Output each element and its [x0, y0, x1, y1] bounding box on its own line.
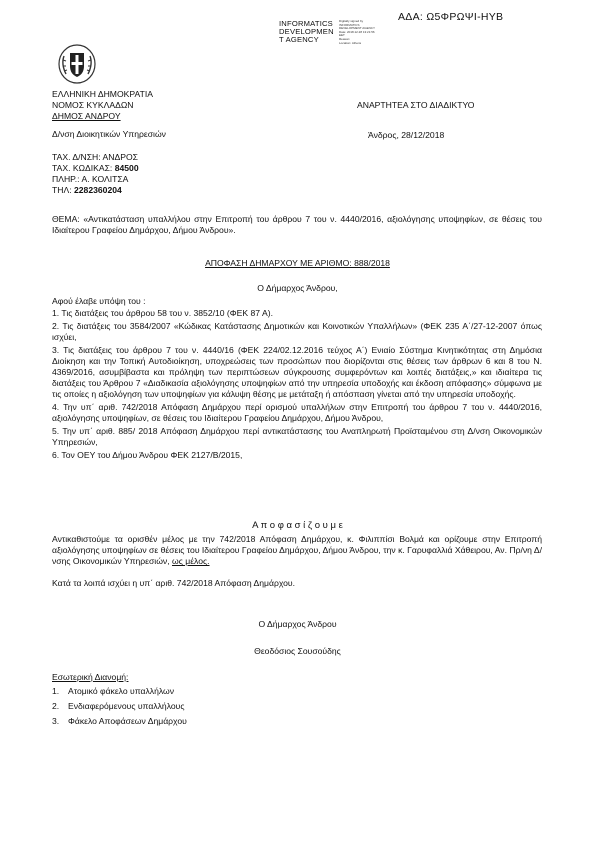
distribution-list — [52, 686, 187, 727]
decision-rest: Κατά τα λοιπά ισχύει η υπ΄ αριθ. 742/2018 Απόφαση Δημάρχου. — [52, 578, 295, 588]
list-item: 1. Τις διατάξεις του άρθρου 58 του ν. 3852/10 (ΦΕΚ 87 Α). — [52, 308, 273, 318]
header-line-republic: ΕΛΛΗΝΙΚΗ ΔΗΜΟΚΡΑΤΙΑ — [52, 89, 153, 99]
signature-title: Ο Δήμαρχος Άνδρου — [258, 619, 337, 629]
contact-phone: ΤΗΛ: 2282360204 — [52, 185, 122, 195]
mayor-heading: Ο Δήμαρχος Άνδρου, — [257, 283, 338, 293]
contact-person: ΠΛΗΡ.: Α. ΚΟΛΙΤΣΑ — [52, 174, 129, 184]
contact-postcode: ΤΑΧ. ΚΩΔΙΚΑΣ: 84500 — [52, 163, 139, 173]
header-line-prefecture: ΝΟΜΟΣ ΚΥΚΛΑΔΩΝ — [52, 100, 134, 110]
greek-emblem-icon — [58, 44, 96, 89]
decision-text: Αντικαθιστούμε τα ορισθέν μέλος με την 742/2018 Απόφαση Δημάρχου, κ. Φιλιππίσι Βολμά και ορίζουμε στην Επιτροπή αξιολόγησης υποψηφίων σε θέσεις του Ιδιαίτερου Γραφείου Δημάρχου, Δήμου Άνδρου, την κ. Γαρυφαλλιά Χάθειρου, Αν. Πρ/νη Δ/νσης Οικονομικών Υπηρεσιών, ως μέλος. — [52, 534, 542, 566]
list-item: 5. Την υπ΄ αριθ. 885/ 2018 Απόφαση Δημάρχου περί αντικατάστασης του Αναπληρωτή Προϊσταμένου στη Δ/νση Οικονομικών Υπηρεσιών, — [52, 426, 542, 447]
contact-block — [52, 152, 139, 196]
list-item: 3. Φάκελο Αποφάσεων Δημάρχου — [52, 716, 187, 726]
list-item: 3. Τις διατάξεις του άρθρου 7 του ν. 4440/16 (ΦΕΚ 224/02.12.2016 τεύχος Α΄) Ενιαίο Σύστημα Κινητικότητας στη Δημόσια Διοίκηση και την Τοπική Αυτοδιοίκηση, υποχρεώσεις των προσώπων που διορίζονται στις θέσεις των άρθρων 6 και 8 του Ν. 4369/2016, ασυμβίβαστα και πρόληψη των περιπτώσεων σύγκρουσης συμφερόντων και λοιπές διατάξεις,» και ιδιαίτερα τις διατάξεις του Άρθρου 7 «Διαδικασία αξιολόγησης υποψηφίων από την υπηρεσία υποδοχής και έκδοση απόφασης» σύμφωνα με τις οποίες η αξιολόγηση των υποψηφίων για κάλυψη θέσης με μετάταξη ή απόσπαση γίνεται από την υπηρεσία υποδοχής. — [52, 345, 542, 399]
distribution-heading: Εσωτερική Διανομή: — [52, 672, 129, 682]
list-item: 6. Τον ΟΕΥ του Δήμου Άνδρου ΦΕΚ 2127/Β/2015, — [52, 450, 243, 460]
publish-online-note: ΑΝΑΡΤΗΤΕΑ ΣΤΟ ΔΙΑΔΙΚΤΥΟ — [357, 100, 475, 110]
ada-code: ΑΔΑ: Ω5ΦΡΩΨΙ-ΗΥΒ — [398, 11, 504, 23]
contact-address: ΤΑΧ. Δ/ΝΣΗ: ΑΝΔΡΟΣ — [52, 152, 138, 162]
decides-heading: Α π ο φ α σ ί ζ ο υ μ ε — [252, 520, 343, 531]
place-date: Άνδρος, 28/12/2018 — [368, 130, 445, 140]
digital-signature-stamp — [279, 20, 334, 45]
subject: ΘΕΜΑ: «Αντικατάσταση υπαλλήλου στην Επιτροπή του άρθρου 7 του ν. 4440/2016, αξιολόγησης υποψηφίων, σε θέσεις του Ιδιαίτερου Γραφείου Δημάρχου, Δήμου Άνδρου». — [52, 214, 542, 235]
decision-title: ΑΠΟΦΑΣΗ ΔΗΜΑΡΧΟΥ ΜΕ ΑΡΙΘΜΟ: 888/2018 — [205, 258, 390, 268]
list-item: 2. Ενδιαφερόμενους υπαλλήλους — [52, 701, 185, 711]
list-item: 2. Τις διατάξεις του 3584/2007 «Κώδικας Κατάστασης Δημοτικών και Κοινοτικών Υπαλλήλων» (ΦΕΚ 235 Α΄/27-12-2007 όπως ισχύει, — [52, 321, 542, 342]
stamp-line: T AGENCY — [279, 35, 319, 45]
stamp-line: INFORMATICS — [279, 19, 333, 28]
header-issuer-block — [52, 89, 166, 140]
considering-list — [52, 308, 542, 461]
digital-signature-details: Digitally signed by INFORMATICS DEVELOPMENT AGENCY Date: 2018.12.28 13:21:56 EET Reason: Location: Athens — [339, 19, 375, 45]
considering-intro: Αφού έλαβε υπόψη του : — [52, 296, 146, 306]
stamp-line: DEVELOPMEN — [279, 27, 334, 37]
header-line-directorate: Δ/νση Διοικητικών Υπηρεσιών — [52, 129, 166, 139]
signature-name: Θεοδόσιος Σουσούδης — [254, 646, 341, 656]
header-line-municipality: ΔΗΜΟΣ ΑΝΔΡΟΥ — [52, 111, 121, 121]
list-item: 4. Την υπ΄ αριθ. 742/2018 Απόφαση Δημάρχου περί ορισμού υπαλλήλων στην Επιτροπή του άρθρου 7 του ν. 4440/2016, αξιολόγησης υποψηφίων, σε θέσεις του Ιδιαίτερου Γραφείου Δημάρχου, Δήμου Άνδρου, — [52, 402, 542, 423]
list-item: 1. Ατομικό φάκελο υπαλλήλων — [52, 686, 175, 696]
